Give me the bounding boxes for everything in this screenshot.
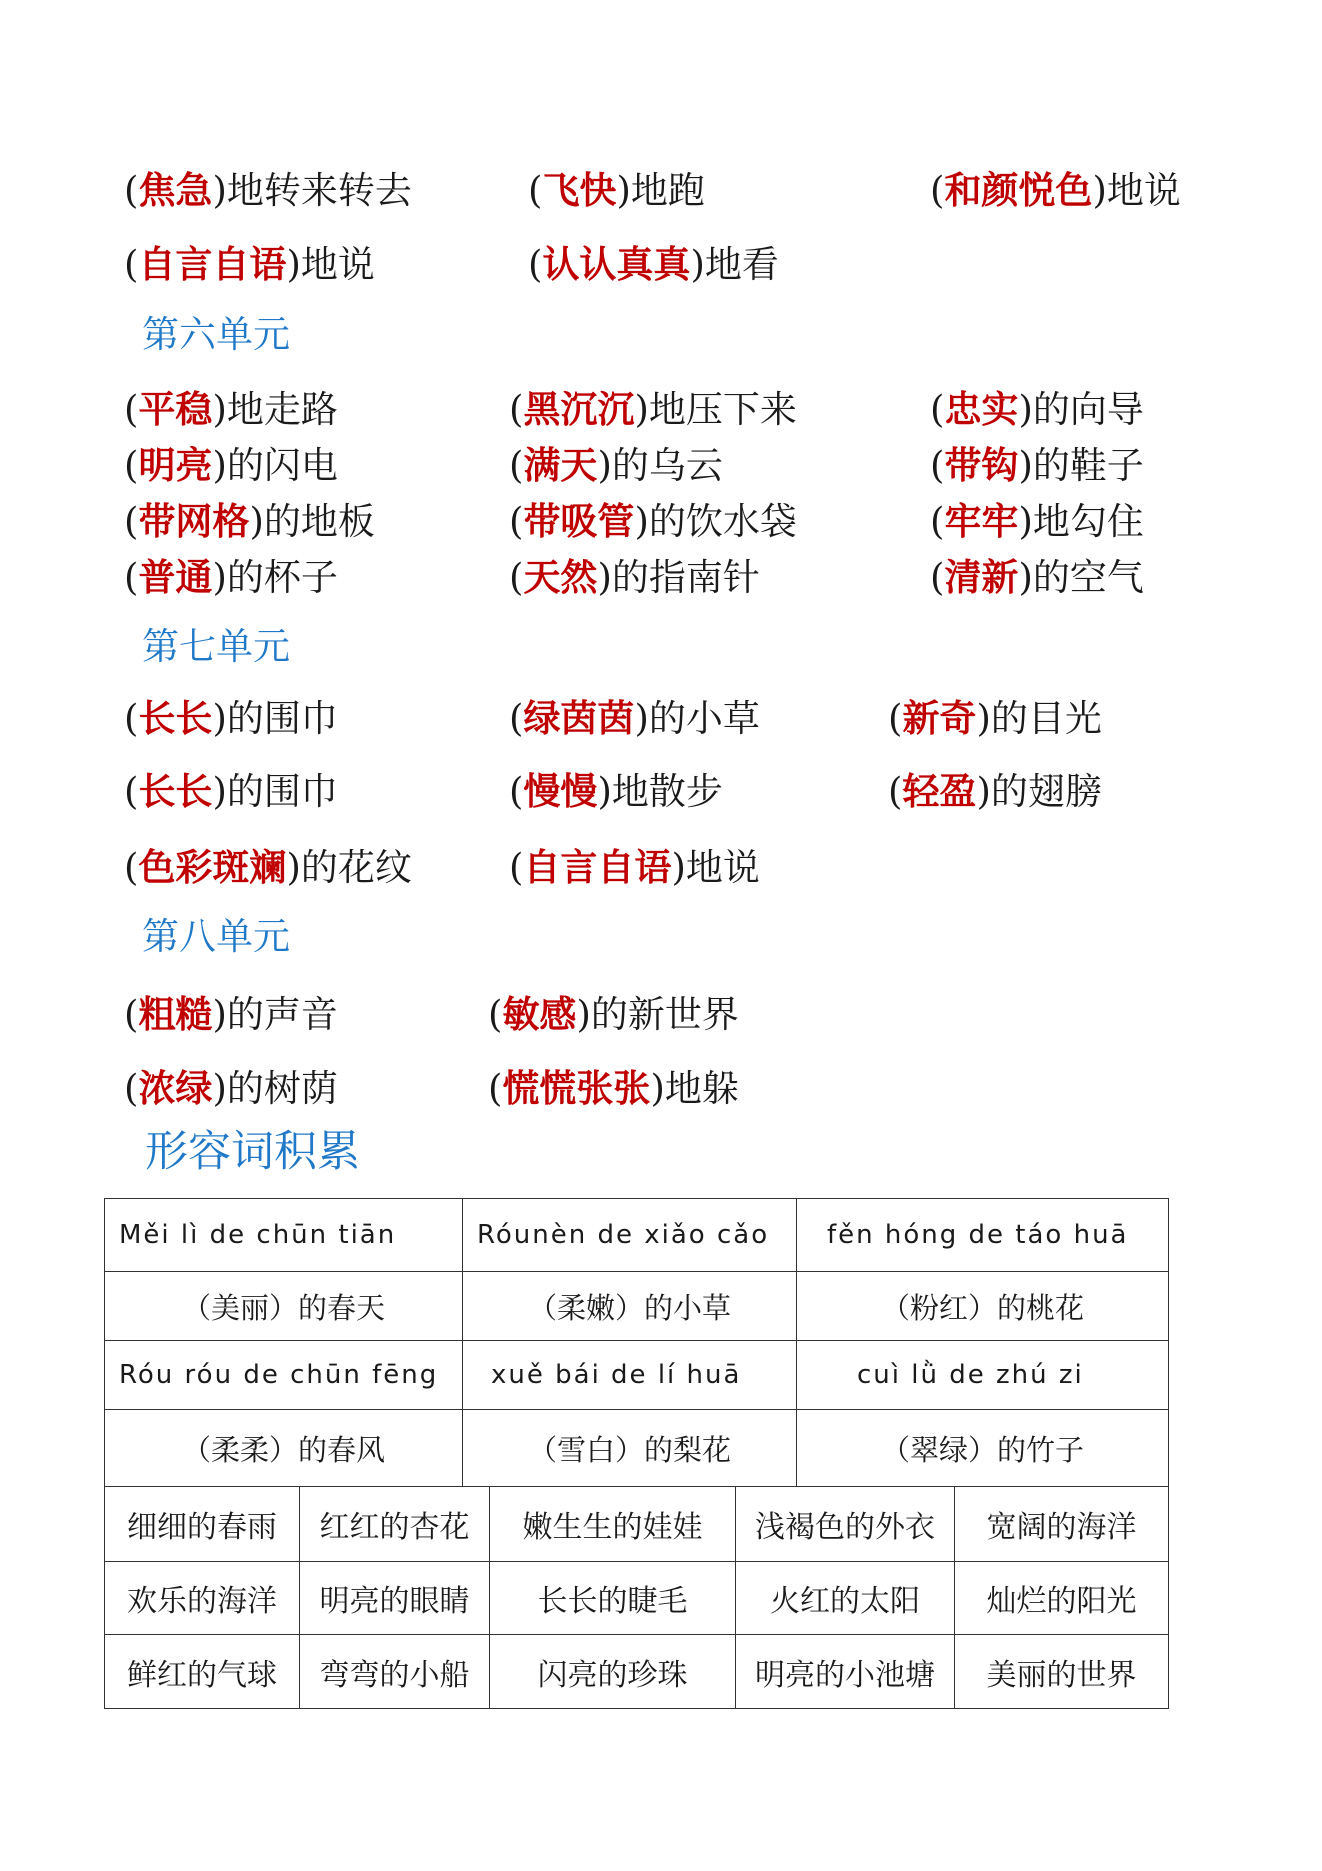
keyword: 认认真真 (542, 243, 691, 286)
phrase-suffix: 的声音 (226, 993, 338, 1036)
pinyin-cell: cuì lǜ de zhú zi (797, 1341, 1169, 1410)
keyword: 粗糙 (138, 993, 213, 1036)
phrase-suffix: 地说 (685, 846, 760, 889)
phrase: (带网格)的地板 (124, 500, 375, 543)
phrase: (牢牢)地勾住 (930, 500, 1144, 543)
answer-cell: （翠绿）的竹子 (797, 1410, 1169, 1487)
word-cell: 宽阔的海洋 (955, 1487, 1169, 1562)
phrase-suffix: 的指南针 (611, 556, 760, 599)
keyword: 长长 (138, 770, 213, 813)
unit7-heading: 第七单元 (142, 625, 290, 668)
phrase-suffix: 的乌云 (611, 444, 723, 487)
keyword: 和颜悦色 (944, 169, 1093, 212)
keyword: 焦急 (138, 169, 213, 212)
phrase: (自言自语)地说 (509, 846, 760, 889)
pinyin-table (104, 1198, 1169, 1487)
phrase: (黑沉沉)地压下来 (509, 388, 797, 431)
phrase: (带钩)的鞋子 (930, 444, 1144, 487)
phrase: (认认真真)地看 (528, 243, 779, 286)
keyword: 自言自语 (523, 846, 672, 889)
answer-cell: （美丽）的春天 (105, 1272, 463, 1341)
keyword: 带钩 (944, 444, 1019, 487)
word-cell: 明亮的小池塘 (736, 1635, 955, 1709)
word-cell: 明亮的眼睛 (300, 1562, 490, 1635)
phrase-suffix: 的饮水袋 (648, 500, 797, 543)
word-cell: 细细的春雨 (105, 1487, 300, 1562)
phrase-suffix: 的杯子 (226, 556, 338, 599)
word-cell: 浅褐色的外衣 (736, 1487, 955, 1562)
phrase-suffix: 的空气 (1032, 556, 1144, 599)
phrase-suffix: 的鞋子 (1032, 444, 1144, 487)
word-cell: 鲜红的气球 (105, 1635, 300, 1709)
keyword: 色彩斑斓 (138, 846, 287, 889)
unit8-heading: 第八单元 (142, 915, 290, 958)
phrase: (飞快)地跑 (528, 169, 705, 212)
pinyin-cell: fěn hóng de táo huā (797, 1199, 1169, 1272)
phrase-suffix: 的新世界 (590, 993, 739, 1036)
phrase-suffix: 的向导 (1032, 388, 1144, 431)
phrase: (天然)的指南针 (509, 556, 760, 599)
adjective-heading: 形容词积累 (145, 1127, 360, 1177)
phrase: (普通)的杯子 (124, 556, 338, 599)
phrase-suffix: 地压下来 (648, 388, 797, 431)
keyword: 清新 (944, 556, 1019, 599)
word-cell: 美丽的世界 (955, 1635, 1169, 1709)
phrase: (慢慢)地散步 (509, 770, 723, 813)
phrase: (敏感)的新世界 (488, 993, 739, 1036)
keyword: 普通 (138, 556, 213, 599)
table-row (105, 1410, 1169, 1487)
phrase: (浓绿)的树荫 (124, 1067, 338, 1110)
keyword: 明亮 (138, 444, 213, 487)
table-row (105, 1635, 1169, 1709)
unit6-heading: 第六单元 (142, 313, 290, 356)
phrase-suffix: 地转来转去 (226, 169, 412, 212)
keyword: 慢慢 (523, 770, 598, 813)
keyword: 忠实 (944, 388, 1019, 431)
keyword: 天然 (523, 556, 598, 599)
phrase-suffix: 的树荫 (226, 1067, 338, 1110)
phrase-suffix: 的花纹 (300, 846, 412, 889)
word-cell: 弯弯的小船 (300, 1635, 490, 1709)
keyword: 慌慌张张 (502, 1067, 651, 1110)
keyword: 自言自语 (138, 243, 287, 286)
phrase-suffix: 的闪电 (226, 444, 338, 487)
phrase-suffix: 地看 (704, 243, 779, 286)
phrase-suffix: 地躲 (664, 1067, 739, 1110)
answer-cell: （粉红）的桃花 (797, 1272, 1169, 1341)
phrase-suffix: 地说 (300, 243, 375, 286)
pinyin-cell: Róu róu de chūn fēng (105, 1341, 463, 1410)
keyword: 带吸管 (523, 500, 635, 543)
phrase: (和颜悦色)地说 (930, 169, 1181, 212)
pinyin-cell: xuě bái de lí huā (463, 1341, 797, 1410)
phrase: (清新)的空气 (930, 556, 1144, 599)
keyword: 带网格 (138, 500, 250, 543)
word-cell: 灿烂的阳光 (955, 1562, 1169, 1635)
phrase: (忠实)的向导 (930, 388, 1144, 431)
answer-cell: （柔嫩）的小草 (463, 1272, 797, 1341)
keyword: 飞快 (542, 169, 617, 212)
table-row (105, 1341, 1169, 1410)
phrase-suffix: 地走路 (226, 388, 338, 431)
phrase-suffix: 地跑 (630, 169, 705, 212)
phrase: (色彩斑斓)的花纹 (124, 846, 412, 889)
phrase-suffix: 地说 (1106, 169, 1181, 212)
word-cell: 欢乐的海洋 (105, 1562, 300, 1635)
phrase: (新奇)的目光 (888, 697, 1102, 740)
phrase: (轻盈)的翅膀 (888, 770, 1102, 813)
phrase: (绿茵茵)的小草 (509, 697, 760, 740)
pinyin-cell: Róunèn de xiǎo cǎo (463, 1199, 797, 1272)
pinyin-cell: Měi lì de chūn tiān (105, 1199, 463, 1272)
keyword: 平稳 (138, 388, 213, 431)
word-cell: 嫩生生的娃娃 (490, 1487, 736, 1562)
phrase: (长长)的围巾 (124, 697, 338, 740)
answer-cell: （雪白）的梨花 (463, 1410, 797, 1487)
phrase-suffix: 的目光 (990, 697, 1102, 740)
keyword: 长长 (138, 697, 213, 740)
phrase: (慌慌张张)地躲 (488, 1067, 739, 1110)
phrase: (满天)的乌云 (509, 444, 723, 487)
word-cell: 红红的杏花 (300, 1487, 490, 1562)
table-row (105, 1562, 1169, 1635)
phrase-suffix: 地散步 (611, 770, 723, 813)
keyword: 黑沉沉 (523, 388, 635, 431)
word-cell: 火红的太阳 (736, 1562, 955, 1635)
phrase: (长长)的围巾 (124, 770, 338, 813)
answer-cell: （柔柔）的春风 (105, 1410, 463, 1487)
word-cell: 闪亮的珍珠 (490, 1635, 736, 1709)
keyword: 浓绿 (138, 1067, 213, 1110)
phrase: (平稳)地走路 (124, 388, 338, 431)
phrase: (带吸管)的饮水袋 (509, 500, 797, 543)
word-grid-table (104, 1486, 1169, 1709)
phrase: (自言自语)地说 (124, 243, 375, 286)
keyword: 轻盈 (902, 770, 977, 813)
phrase-suffix: 的小草 (648, 697, 760, 740)
word-cell: 长长的睫毛 (490, 1562, 736, 1635)
phrase-suffix: 的围巾 (226, 770, 338, 813)
phrase-suffix: 地勾住 (1032, 500, 1144, 543)
keyword: 敏感 (502, 993, 577, 1036)
keyword: 新奇 (902, 697, 977, 740)
phrase: (焦急)地转来转去 (124, 169, 412, 212)
phrase-suffix: 的翅膀 (990, 770, 1102, 813)
keyword: 绿茵茵 (523, 697, 635, 740)
table-row (105, 1199, 1169, 1272)
table-row (105, 1272, 1169, 1341)
table-row (105, 1487, 1169, 1562)
phrase-suffix: 的地板 (263, 500, 375, 543)
phrase-suffix: 的围巾 (226, 697, 338, 740)
phrase: (粗糙)的声音 (124, 993, 338, 1036)
keyword: 牢牢 (944, 500, 1019, 543)
keyword: 满天 (523, 444, 598, 487)
phrase: (明亮)的闪电 (124, 444, 338, 487)
